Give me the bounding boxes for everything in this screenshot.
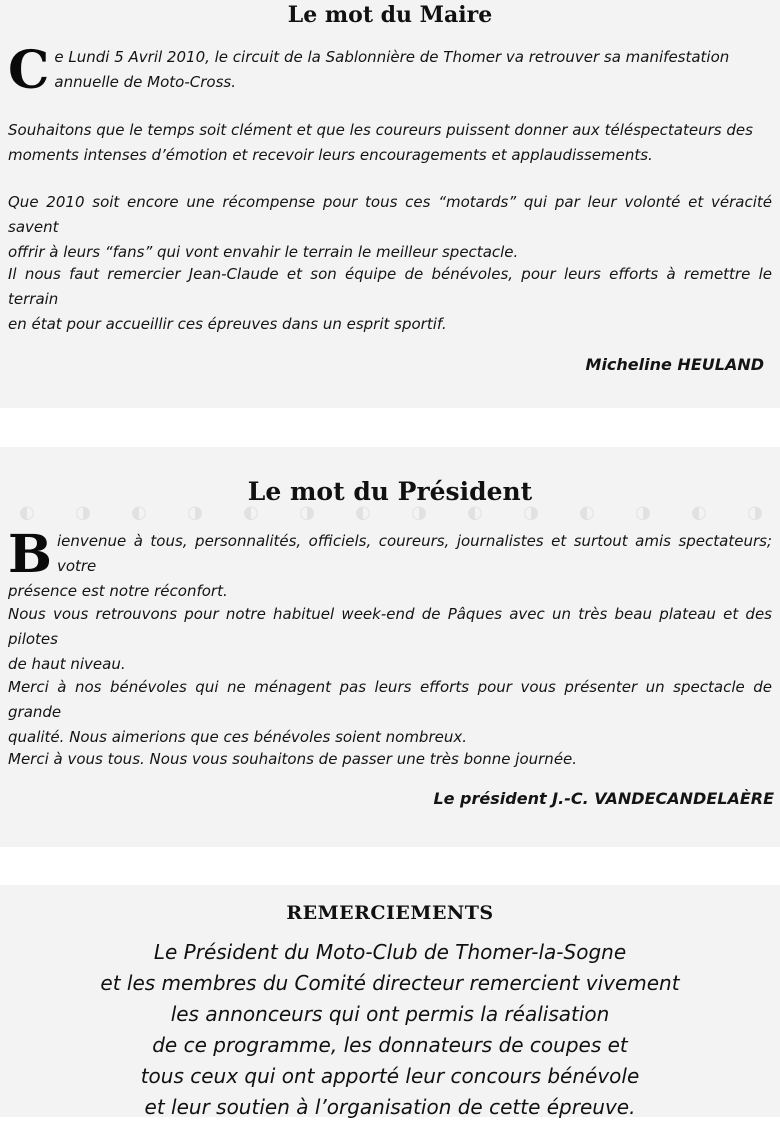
maire-paragraph-3 xyxy=(8,190,772,265)
paragraph-line: Merci à vous tous. Nous vous souhaitons de passer une très bonne journée. xyxy=(8,750,578,768)
maire-title: Le mot du Maire xyxy=(287,2,493,28)
remerciements-text xyxy=(0,937,780,1123)
president-paragraph-2 xyxy=(8,602,772,677)
paragraph-line: ienvenue à tous, personnalités, officiels, coureurs, journalistes et surtout amis spectateurs; votre xyxy=(56,532,772,575)
thanks-line: et les membres du Comité directeur remercient vivement xyxy=(100,971,680,995)
president-section xyxy=(0,447,780,847)
paragraph-line: moments intenses d’émotion et recevoir leurs encouragements et applaudissements. xyxy=(8,146,653,164)
thanks-line: Le Président du Moto-Club de Thomer-la-Sogne xyxy=(153,940,627,964)
maire-section xyxy=(0,0,780,408)
president-paragraph-3 xyxy=(8,675,772,750)
thanks-line: et leur soutien à l’organisation de cette épreuve. xyxy=(144,1095,636,1119)
president-signature: Le président J.-C. VANDECANDELAÈRE xyxy=(433,789,774,808)
watermark-pattern: ◐ ◑ ◐ ◑ ◐ ◑ ◐ ◑ ◐ ◑ ◐ ◑ ◐ ◑ xyxy=(19,502,765,523)
thanks-line: de ce programme, les donnateurs de coupes et xyxy=(152,1033,628,1057)
paragraph-line: présence est notre réconfort. xyxy=(8,582,228,600)
paragraph-line: Souhaitons que le temps soit clément et que les coureurs puissent donner aux téléspectateurs des xyxy=(8,121,753,139)
paragraph-line: en état pour accueillir ces épreuves dans un esprit sportif. xyxy=(8,315,447,333)
remerciements-title: REMERCIEMENTS xyxy=(286,902,494,924)
dropcap: C xyxy=(8,40,50,101)
president-paragraph-1 xyxy=(8,524,772,604)
maire-signature: Micheline HEULAND xyxy=(585,355,764,374)
remerciements-section xyxy=(0,885,780,1117)
paragraph-line: Merci à nos bénévoles qui ne ménagent pas leurs efforts pour vous présenter un spectacle de grande xyxy=(8,678,772,721)
paragraph-line: Que 2010 soit encore une récompense pour tous ces “motards” qui par leur volonté et véracité savent xyxy=(8,193,772,236)
paragraph-line: qualité. Nous aimerions que ces bénévoles soient nombreux. xyxy=(8,728,468,746)
thanks-line: tous ceux qui ont apporté leur concours bénévole xyxy=(140,1064,640,1088)
maire-paragraph-1 xyxy=(8,40,772,101)
paragraph-line: annuelle de Moto-Cross. xyxy=(54,73,236,91)
dropcap: B xyxy=(8,524,52,585)
thanks-line: les annonceurs qui ont permis la réalisation xyxy=(170,1002,610,1026)
president-title: Le mot du Président xyxy=(247,477,533,506)
paragraph-line: Nous vous retrouvons pour notre habituel week-end de Pâques avec un très beau plateau et des pilotes xyxy=(8,605,772,648)
maire-paragraph-2 xyxy=(8,118,772,168)
maire-paragraph-4 xyxy=(8,262,772,337)
paragraph-line: Il nous faut remercier Jean-Claude et son équipe de bénévoles, pour leurs efforts à remettre le terrain xyxy=(8,265,772,308)
president-paragraph-4 xyxy=(8,747,772,772)
paragraph-line: offrir à leurs “fans” qui vont envahir le terrain le meilleur spectacle. xyxy=(8,243,519,261)
paragraph-line: de haut niveau. xyxy=(8,655,126,673)
paragraph-line: e Lundi 5 Avril 2010, le circuit de la Sablonnière de Thomer va retrouver sa manifestation xyxy=(54,48,730,66)
